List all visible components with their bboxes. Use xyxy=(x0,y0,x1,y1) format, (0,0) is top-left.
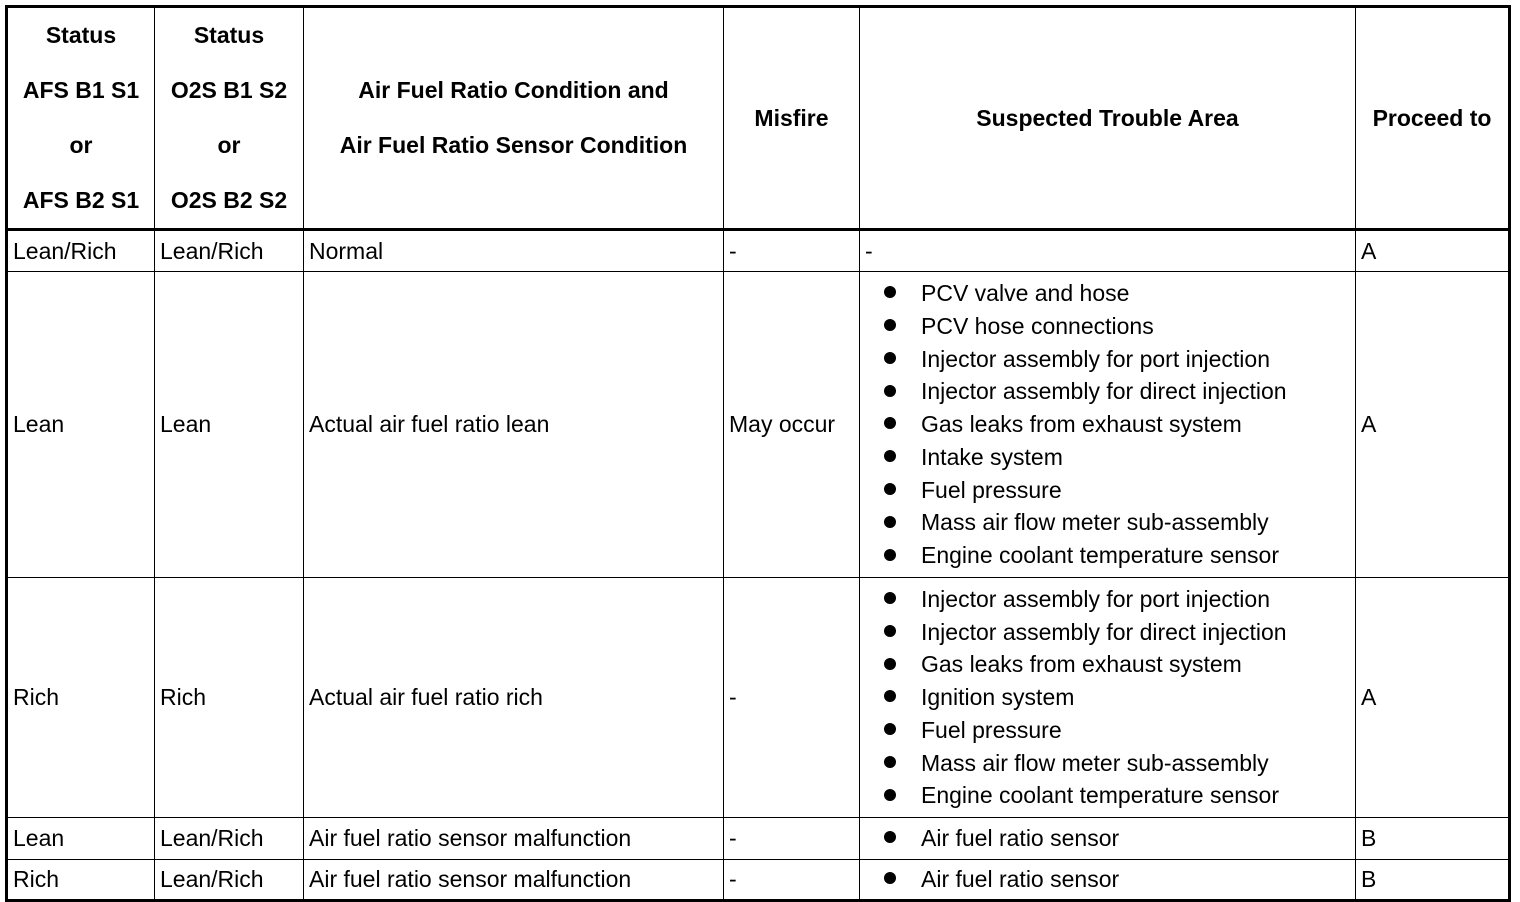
header-o2s-status xyxy=(155,7,304,230)
condition-cell: Actual air fuel ratio lean xyxy=(304,272,724,578)
list-item xyxy=(884,648,1355,681)
list-item xyxy=(884,539,1355,572)
header-text: or xyxy=(217,132,241,158)
list-item-label: Air fuel ratio sensor xyxy=(921,866,1120,893)
o2s-cell: Rich xyxy=(155,578,304,818)
header-text: Air Fuel Ratio Sensor Condition xyxy=(339,132,688,158)
header-text: Status xyxy=(45,22,117,48)
list-item-label: Ignition system xyxy=(921,684,1075,711)
list-item xyxy=(884,441,1355,474)
bullet-icon xyxy=(884,319,896,331)
list-item-label: Mass air flow meter sub-assembly xyxy=(921,509,1269,536)
bullet-icon xyxy=(884,483,896,495)
table-row xyxy=(7,578,1510,818)
list-item xyxy=(884,506,1355,539)
header-text: O2S B1 S2 xyxy=(170,77,288,103)
table-row xyxy=(7,272,1510,578)
trouble-list xyxy=(865,863,1355,896)
bullet-icon xyxy=(884,658,896,670)
list-item xyxy=(884,408,1355,441)
bullet-icon xyxy=(884,385,896,397)
table-row xyxy=(7,860,1510,901)
list-item xyxy=(884,277,1355,310)
proceed-cell: A xyxy=(1356,578,1510,818)
list-item xyxy=(884,616,1355,649)
bullet-icon xyxy=(884,723,896,735)
header-text: Status xyxy=(193,22,265,48)
header-proceed: Proceed to xyxy=(1356,7,1510,230)
bullet-icon xyxy=(884,592,896,604)
header-condition xyxy=(304,7,724,230)
list-item-label: PCV valve and hose xyxy=(921,279,1130,306)
list-item-label: Injector assembly for direct injection xyxy=(921,378,1287,405)
list-item xyxy=(884,310,1355,343)
bullet-icon xyxy=(884,286,896,298)
table-row xyxy=(7,230,1510,272)
o2s-cell: Lean/Rich xyxy=(155,860,304,901)
list-item xyxy=(884,714,1355,747)
list-item xyxy=(884,583,1355,616)
table-row xyxy=(7,818,1510,860)
trouble-area-cell xyxy=(860,860,1356,901)
trouble-area-cell xyxy=(860,272,1356,578)
list-item xyxy=(884,343,1355,376)
bullet-icon xyxy=(884,352,896,364)
proceed-cell: B xyxy=(1356,818,1510,860)
list-item xyxy=(884,779,1355,812)
bullet-icon xyxy=(884,789,896,801)
list-item xyxy=(884,747,1355,780)
list-item xyxy=(884,681,1355,714)
list-item-label: Fuel pressure xyxy=(921,476,1062,503)
condition-cell: Actual air fuel ratio rich xyxy=(304,578,724,818)
afs-cell: Rich xyxy=(7,578,155,818)
trouble-area-cell xyxy=(860,578,1356,818)
afs-cell: Lean xyxy=(7,272,155,578)
list-item xyxy=(884,863,1355,896)
bullet-icon xyxy=(884,690,896,702)
bullet-icon xyxy=(884,831,896,843)
afs-cell: Lean/Rich xyxy=(7,230,155,272)
list-item xyxy=(884,822,1355,855)
list-item-label: Engine coolant temperature sensor xyxy=(921,782,1279,809)
header-trouble-area: Suspected Trouble Area xyxy=(860,7,1356,230)
list-item-label: PCV hose connections xyxy=(921,312,1154,339)
condition-cell: Air fuel ratio sensor malfunction xyxy=(304,818,724,860)
o2s-cell: Lean/Rich xyxy=(155,818,304,860)
bullet-icon xyxy=(884,625,896,637)
list-item xyxy=(884,375,1355,408)
header-text: or xyxy=(69,132,93,158)
header-misfire: Misfire xyxy=(724,7,860,230)
proceed-cell: B xyxy=(1356,860,1510,901)
header-text: O2S B2 S2 xyxy=(170,187,288,213)
misfire-cell: - xyxy=(724,578,860,818)
trouble-list xyxy=(865,583,1355,813)
bullet-icon xyxy=(884,872,896,884)
afs-cell: Rich xyxy=(7,860,155,901)
header-afs-status xyxy=(7,7,155,230)
list-item xyxy=(884,474,1355,507)
bullet-icon xyxy=(884,417,896,429)
list-item-label: Intake system xyxy=(921,443,1063,470)
bullet-icon xyxy=(884,756,896,768)
bullet-icon xyxy=(884,450,896,462)
bullet-icon xyxy=(884,516,896,528)
o2s-cell: Lean/Rich xyxy=(155,230,304,272)
list-item-label: Gas leaks from exhaust system xyxy=(921,411,1242,438)
list-item-label: Mass air flow meter sub-assembly xyxy=(921,749,1269,776)
misfire-cell: - xyxy=(724,230,860,272)
list-item-label: Injector assembly for port injection xyxy=(921,585,1270,612)
afs-cell: Lean xyxy=(7,818,155,860)
header-text: AFS B1 S1 xyxy=(22,77,140,103)
list-item-label: Injector assembly for direct injection xyxy=(921,618,1287,645)
condition-cell: Normal xyxy=(304,230,724,272)
misfire-cell: May occur xyxy=(724,272,860,578)
list-item-label: Fuel pressure xyxy=(921,716,1062,743)
list-item-label: Engine coolant temperature sensor xyxy=(921,542,1279,569)
misfire-cell: - xyxy=(724,818,860,860)
trouble-list xyxy=(865,822,1355,855)
list-item-label: Gas leaks from exhaust system xyxy=(921,651,1242,678)
list-item-label: Injector assembly for port injection xyxy=(921,345,1270,372)
bullet-icon xyxy=(884,549,896,561)
diagnosis-table xyxy=(5,5,1511,902)
misfire-cell: - xyxy=(724,860,860,901)
trouble-area-cell: - xyxy=(860,230,1356,272)
list-item-label: Air fuel ratio sensor xyxy=(921,825,1120,852)
trouble-list xyxy=(865,277,1355,572)
proceed-cell: A xyxy=(1356,272,1510,578)
header-text: Air Fuel Ratio Condition and xyxy=(358,77,669,103)
condition-cell: Air fuel ratio sensor malfunction xyxy=(304,860,724,901)
proceed-cell: A xyxy=(1356,230,1510,272)
header-row xyxy=(7,7,1510,230)
o2s-cell: Lean xyxy=(155,272,304,578)
header-text: AFS B2 S1 xyxy=(22,187,140,213)
trouble-area-cell xyxy=(860,818,1356,860)
